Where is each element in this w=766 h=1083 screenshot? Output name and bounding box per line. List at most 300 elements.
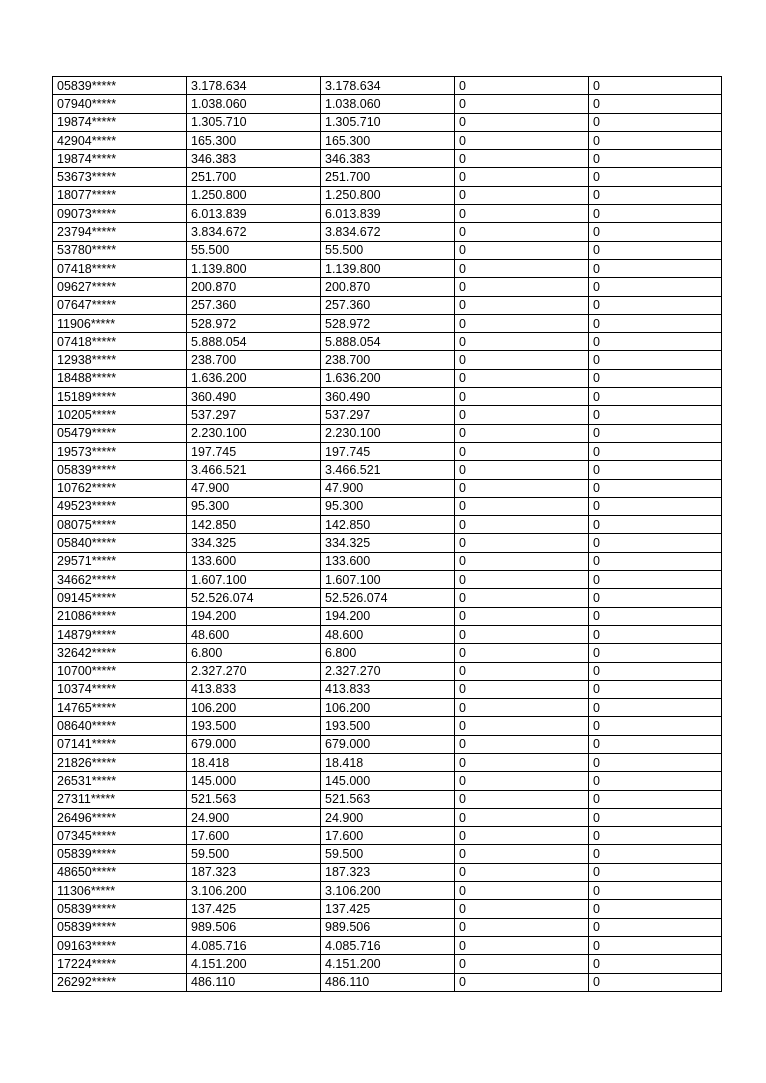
amount-copy-cell: 360.490 — [321, 388, 455, 406]
zero-cell-a: 0 — [455, 863, 589, 881]
zero-cell-b: 0 — [589, 259, 722, 277]
table-row — [53, 644, 722, 662]
amount-cell: 3.834.672 — [187, 223, 321, 241]
amount-cell: 1.038.060 — [187, 95, 321, 113]
zero-cell-a: 0 — [455, 845, 589, 863]
zero-cell-b: 0 — [589, 808, 722, 826]
amount-cell: 187.323 — [187, 863, 321, 881]
id-cell: 07418***** — [53, 259, 187, 277]
table-row — [53, 479, 722, 497]
id-cell: 05839***** — [53, 918, 187, 936]
zero-cell-a: 0 — [455, 735, 589, 753]
table-row — [53, 900, 722, 918]
amount-copy-cell: 2.230.100 — [321, 424, 455, 442]
amount-copy-cell: 521.563 — [321, 790, 455, 808]
zero-cell-a: 0 — [455, 936, 589, 954]
table-row — [53, 223, 722, 241]
table-row — [53, 186, 722, 204]
table-row — [53, 406, 722, 424]
zero-cell-b: 0 — [589, 388, 722, 406]
id-cell: 42904***** — [53, 131, 187, 149]
table-row — [53, 735, 722, 753]
amount-copy-cell: 137.425 — [321, 900, 455, 918]
id-cell: 10762***** — [53, 479, 187, 497]
amount-cell: 95.300 — [187, 497, 321, 515]
data-table — [52, 76, 722, 992]
zero-cell-b: 0 — [589, 607, 722, 625]
zero-cell-a: 0 — [455, 333, 589, 351]
amount-cell: 24.900 — [187, 808, 321, 826]
amount-copy-cell: 197.745 — [321, 442, 455, 460]
amount-cell: 52.526.074 — [187, 589, 321, 607]
zero-cell-a: 0 — [455, 241, 589, 259]
zero-cell-a: 0 — [455, 95, 589, 113]
amount-cell: 537.297 — [187, 406, 321, 424]
amount-cell: 6.013.839 — [187, 205, 321, 223]
id-cell: 08075***** — [53, 516, 187, 534]
amount-cell: 521.563 — [187, 790, 321, 808]
id-cell: 07418***** — [53, 333, 187, 351]
amount-cell: 4.151.200 — [187, 955, 321, 973]
amount-copy-cell: 251.700 — [321, 168, 455, 186]
zero-cell-b: 0 — [589, 863, 722, 881]
amount-copy-cell: 679.000 — [321, 735, 455, 753]
zero-cell-b: 0 — [589, 717, 722, 735]
zero-cell-a: 0 — [455, 827, 589, 845]
amount-copy-cell: 17.600 — [321, 827, 455, 845]
amount-cell: 17.600 — [187, 827, 321, 845]
amount-copy-cell: 4.085.716 — [321, 936, 455, 954]
id-cell: 32642***** — [53, 644, 187, 662]
table-row — [53, 955, 722, 973]
amount-cell: 200.870 — [187, 278, 321, 296]
amount-cell: 989.506 — [187, 918, 321, 936]
amount-cell: 257.360 — [187, 296, 321, 314]
id-cell: 05479***** — [53, 424, 187, 442]
id-cell: 05839***** — [53, 77, 187, 95]
table-row — [53, 772, 722, 790]
amount-copy-cell: 95.300 — [321, 497, 455, 515]
id-cell: 09163***** — [53, 936, 187, 954]
id-cell: 09145***** — [53, 589, 187, 607]
amount-cell: 1.636.200 — [187, 369, 321, 387]
id-cell: 26496***** — [53, 808, 187, 826]
zero-cell-b: 0 — [589, 296, 722, 314]
table-row — [53, 918, 722, 936]
table-row — [53, 388, 722, 406]
zero-cell-b: 0 — [589, 186, 722, 204]
amount-copy-cell: 106.200 — [321, 699, 455, 717]
zero-cell-a: 0 — [455, 296, 589, 314]
amount-copy-cell: 59.500 — [321, 845, 455, 863]
amount-copy-cell: 165.300 — [321, 131, 455, 149]
table-row — [53, 607, 722, 625]
id-cell: 19874***** — [53, 150, 187, 168]
amount-cell: 2.230.100 — [187, 424, 321, 442]
zero-cell-b: 0 — [589, 442, 722, 460]
amount-copy-cell: 3.106.200 — [321, 882, 455, 900]
table-row — [53, 936, 722, 954]
zero-cell-a: 0 — [455, 808, 589, 826]
zero-cell-b: 0 — [589, 461, 722, 479]
zero-cell-a: 0 — [455, 900, 589, 918]
amount-copy-cell: 3.466.521 — [321, 461, 455, 479]
zero-cell-b: 0 — [589, 571, 722, 589]
id-cell: 08640***** — [53, 717, 187, 735]
zero-cell-b: 0 — [589, 699, 722, 717]
zero-cell-a: 0 — [455, 717, 589, 735]
zero-cell-b: 0 — [589, 827, 722, 845]
id-cell: 48650***** — [53, 863, 187, 881]
zero-cell-b: 0 — [589, 790, 722, 808]
zero-cell-a: 0 — [455, 625, 589, 643]
amount-cell: 1.250.800 — [187, 186, 321, 204]
id-cell: 09627***** — [53, 278, 187, 296]
amount-cell: 1.139.800 — [187, 259, 321, 277]
amount-copy-cell: 194.200 — [321, 607, 455, 625]
zero-cell-b: 0 — [589, 973, 722, 991]
table-row — [53, 753, 722, 771]
table-row — [53, 314, 722, 332]
table-row — [53, 77, 722, 95]
amount-cell: 360.490 — [187, 388, 321, 406]
table-row — [53, 442, 722, 460]
table-row — [53, 699, 722, 717]
table-row — [53, 827, 722, 845]
zero-cell-a: 0 — [455, 534, 589, 552]
zero-cell-a: 0 — [455, 662, 589, 680]
amount-copy-cell: 18.418 — [321, 753, 455, 771]
zero-cell-b: 0 — [589, 77, 722, 95]
amount-cell: 194.200 — [187, 607, 321, 625]
id-cell: 15189***** — [53, 388, 187, 406]
zero-cell-b: 0 — [589, 735, 722, 753]
amount-copy-cell: 1.607.100 — [321, 571, 455, 589]
amount-copy-cell: 52.526.074 — [321, 589, 455, 607]
zero-cell-b: 0 — [589, 845, 722, 863]
amount-copy-cell: 537.297 — [321, 406, 455, 424]
id-cell: 14879***** — [53, 625, 187, 643]
zero-cell-b: 0 — [589, 955, 722, 973]
zero-cell-a: 0 — [455, 955, 589, 973]
zero-cell-a: 0 — [455, 205, 589, 223]
zero-cell-a: 0 — [455, 388, 589, 406]
amount-copy-cell: 413.833 — [321, 680, 455, 698]
zero-cell-b: 0 — [589, 479, 722, 497]
zero-cell-b: 0 — [589, 900, 722, 918]
amount-cell: 133.600 — [187, 552, 321, 570]
amount-copy-cell: 145.000 — [321, 772, 455, 790]
zero-cell-a: 0 — [455, 479, 589, 497]
table-row — [53, 516, 722, 534]
id-cell: 11906***** — [53, 314, 187, 332]
table-row — [53, 882, 722, 900]
zero-cell-b: 0 — [589, 516, 722, 534]
amount-cell: 486.110 — [187, 973, 321, 991]
zero-cell-b: 0 — [589, 369, 722, 387]
zero-cell-a: 0 — [455, 882, 589, 900]
id-cell: 53673***** — [53, 168, 187, 186]
amount-copy-cell: 6.800 — [321, 644, 455, 662]
zero-cell-a: 0 — [455, 699, 589, 717]
amount-cell: 1.305.710 — [187, 113, 321, 131]
table-row — [53, 571, 722, 589]
id-cell: 26531***** — [53, 772, 187, 790]
id-cell: 07141***** — [53, 735, 187, 753]
id-cell: 49523***** — [53, 497, 187, 515]
zero-cell-a: 0 — [455, 369, 589, 387]
amount-cell: 4.085.716 — [187, 936, 321, 954]
table-row — [53, 845, 722, 863]
amount-copy-cell: 133.600 — [321, 552, 455, 570]
zero-cell-a: 0 — [455, 973, 589, 991]
zero-cell-a: 0 — [455, 406, 589, 424]
id-cell: 14765***** — [53, 699, 187, 717]
zero-cell-a: 0 — [455, 753, 589, 771]
amount-cell: 334.325 — [187, 534, 321, 552]
id-cell: 05840***** — [53, 534, 187, 552]
zero-cell-b: 0 — [589, 424, 722, 442]
zero-cell-b: 0 — [589, 131, 722, 149]
id-cell: 53780***** — [53, 241, 187, 259]
zero-cell-b: 0 — [589, 589, 722, 607]
table-row — [53, 973, 722, 991]
zero-cell-a: 0 — [455, 790, 589, 808]
zero-cell-a: 0 — [455, 351, 589, 369]
zero-cell-a: 0 — [455, 77, 589, 95]
amount-copy-cell: 1.139.800 — [321, 259, 455, 277]
amount-copy-cell: 5.888.054 — [321, 333, 455, 351]
zero-cell-b: 0 — [589, 150, 722, 168]
amount-cell: 1.607.100 — [187, 571, 321, 589]
amount-copy-cell: 3.178.634 — [321, 77, 455, 95]
amount-copy-cell: 55.500 — [321, 241, 455, 259]
table-row — [53, 113, 722, 131]
table-row — [53, 95, 722, 113]
id-cell: 27311***** — [53, 790, 187, 808]
zero-cell-b: 0 — [589, 168, 722, 186]
table-row — [53, 150, 722, 168]
amount-copy-cell: 1.250.800 — [321, 186, 455, 204]
id-cell: 19874***** — [53, 113, 187, 131]
zero-cell-a: 0 — [455, 589, 589, 607]
zero-cell-a: 0 — [455, 607, 589, 625]
amount-copy-cell: 1.038.060 — [321, 95, 455, 113]
amount-cell: 48.600 — [187, 625, 321, 643]
table-row — [53, 369, 722, 387]
zero-cell-b: 0 — [589, 936, 722, 954]
zero-cell-b: 0 — [589, 241, 722, 259]
amount-cell: 3.106.200 — [187, 882, 321, 900]
table-row — [53, 863, 722, 881]
table-row — [53, 131, 722, 149]
zero-cell-b: 0 — [589, 95, 722, 113]
id-cell: 23794***** — [53, 223, 187, 241]
id-cell: 10205***** — [53, 406, 187, 424]
amount-cell: 106.200 — [187, 699, 321, 717]
zero-cell-a: 0 — [455, 644, 589, 662]
amount-cell: 238.700 — [187, 351, 321, 369]
zero-cell-a: 0 — [455, 424, 589, 442]
amount-cell: 251.700 — [187, 168, 321, 186]
id-cell: 09073***** — [53, 205, 187, 223]
amount-copy-cell: 24.900 — [321, 808, 455, 826]
id-cell: 19573***** — [53, 442, 187, 460]
amount-copy-cell: 193.500 — [321, 717, 455, 735]
zero-cell-a: 0 — [455, 131, 589, 149]
zero-cell-b: 0 — [589, 406, 722, 424]
id-cell: 07647***** — [53, 296, 187, 314]
table-row — [53, 424, 722, 442]
amount-copy-cell: 1.305.710 — [321, 113, 455, 131]
amount-cell: 6.800 — [187, 644, 321, 662]
table-row — [53, 808, 722, 826]
zero-cell-b: 0 — [589, 662, 722, 680]
zero-cell-a: 0 — [455, 918, 589, 936]
zero-cell-b: 0 — [589, 205, 722, 223]
zero-cell-a: 0 — [455, 680, 589, 698]
zero-cell-a: 0 — [455, 150, 589, 168]
zero-cell-b: 0 — [589, 333, 722, 351]
amount-copy-cell: 187.323 — [321, 863, 455, 881]
id-cell: 18488***** — [53, 369, 187, 387]
zero-cell-a: 0 — [455, 186, 589, 204]
zero-cell-a: 0 — [455, 497, 589, 515]
table-row — [53, 205, 722, 223]
table-row — [53, 461, 722, 479]
table-row — [53, 296, 722, 314]
amount-cell: 145.000 — [187, 772, 321, 790]
zero-cell-a: 0 — [455, 168, 589, 186]
amount-copy-cell: 238.700 — [321, 351, 455, 369]
amount-cell: 413.833 — [187, 680, 321, 698]
amount-copy-cell: 486.110 — [321, 973, 455, 991]
id-cell: 34662***** — [53, 571, 187, 589]
amount-copy-cell: 3.834.672 — [321, 223, 455, 241]
table-row — [53, 497, 722, 515]
amount-cell: 55.500 — [187, 241, 321, 259]
amount-cell: 137.425 — [187, 900, 321, 918]
amount-cell: 3.178.634 — [187, 77, 321, 95]
id-cell: 12938***** — [53, 351, 187, 369]
amount-copy-cell: 47.900 — [321, 479, 455, 497]
table-row — [53, 241, 722, 259]
table-row — [53, 625, 722, 643]
zero-cell-a: 0 — [455, 516, 589, 534]
amount-copy-cell: 48.600 — [321, 625, 455, 643]
amount-copy-cell: 1.636.200 — [321, 369, 455, 387]
amount-cell: 193.500 — [187, 717, 321, 735]
zero-cell-b: 0 — [589, 772, 722, 790]
id-cell: 17224***** — [53, 955, 187, 973]
amount-cell: 18.418 — [187, 753, 321, 771]
amount-cell: 197.745 — [187, 442, 321, 460]
id-cell: 05839***** — [53, 845, 187, 863]
id-cell: 18077***** — [53, 186, 187, 204]
zero-cell-a: 0 — [455, 461, 589, 479]
zero-cell-b: 0 — [589, 314, 722, 332]
zero-cell-a: 0 — [455, 259, 589, 277]
zero-cell-b: 0 — [589, 625, 722, 643]
id-cell: 07345***** — [53, 827, 187, 845]
zero-cell-b: 0 — [589, 753, 722, 771]
table-row — [53, 662, 722, 680]
table-row — [53, 333, 722, 351]
zero-cell-b: 0 — [589, 223, 722, 241]
zero-cell-a: 0 — [455, 113, 589, 131]
amount-copy-cell: 989.506 — [321, 918, 455, 936]
amount-copy-cell: 4.151.200 — [321, 955, 455, 973]
amount-cell: 47.900 — [187, 479, 321, 497]
zero-cell-a: 0 — [455, 772, 589, 790]
zero-cell-b: 0 — [589, 680, 722, 698]
amount-copy-cell: 346.383 — [321, 150, 455, 168]
id-cell: 05839***** — [53, 900, 187, 918]
amount-copy-cell: 142.850 — [321, 516, 455, 534]
id-cell: 05839***** — [53, 461, 187, 479]
zero-cell-a: 0 — [455, 442, 589, 460]
id-cell: 21086***** — [53, 607, 187, 625]
id-cell: 10700***** — [53, 662, 187, 680]
zero-cell-b: 0 — [589, 644, 722, 662]
amount-cell: 165.300 — [187, 131, 321, 149]
table-row — [53, 589, 722, 607]
table-row — [53, 278, 722, 296]
table-row — [53, 680, 722, 698]
table-row — [53, 534, 722, 552]
zero-cell-b: 0 — [589, 113, 722, 131]
table-body — [53, 77, 722, 992]
table-row — [53, 259, 722, 277]
amount-cell: 142.850 — [187, 516, 321, 534]
amount-cell: 59.500 — [187, 845, 321, 863]
amount-copy-cell: 2.327.270 — [321, 662, 455, 680]
table-row — [53, 717, 722, 735]
table-row — [53, 790, 722, 808]
id-cell: 07940***** — [53, 95, 187, 113]
amount-cell: 3.466.521 — [187, 461, 321, 479]
id-cell: 26292***** — [53, 973, 187, 991]
zero-cell-b: 0 — [589, 278, 722, 296]
amount-copy-cell: 200.870 — [321, 278, 455, 296]
id-cell: 11306***** — [53, 882, 187, 900]
amount-cell: 346.383 — [187, 150, 321, 168]
zero-cell-b: 0 — [589, 882, 722, 900]
amount-copy-cell: 257.360 — [321, 296, 455, 314]
zero-cell-b: 0 — [589, 918, 722, 936]
table-row — [53, 168, 722, 186]
zero-cell-a: 0 — [455, 223, 589, 241]
zero-cell-b: 0 — [589, 497, 722, 515]
amount-copy-cell: 334.325 — [321, 534, 455, 552]
zero-cell-a: 0 — [455, 314, 589, 332]
zero-cell-b: 0 — [589, 351, 722, 369]
zero-cell-a: 0 — [455, 278, 589, 296]
id-cell: 29571***** — [53, 552, 187, 570]
amount-cell: 5.888.054 — [187, 333, 321, 351]
id-cell: 21826***** — [53, 753, 187, 771]
amount-cell: 2.327.270 — [187, 662, 321, 680]
table-row — [53, 351, 722, 369]
id-cell: 10374***** — [53, 680, 187, 698]
table-row — [53, 552, 722, 570]
zero-cell-b: 0 — [589, 534, 722, 552]
zero-cell-a: 0 — [455, 571, 589, 589]
zero-cell-a: 0 — [455, 552, 589, 570]
amount-cell: 528.972 — [187, 314, 321, 332]
amount-copy-cell: 528.972 — [321, 314, 455, 332]
amount-cell: 679.000 — [187, 735, 321, 753]
